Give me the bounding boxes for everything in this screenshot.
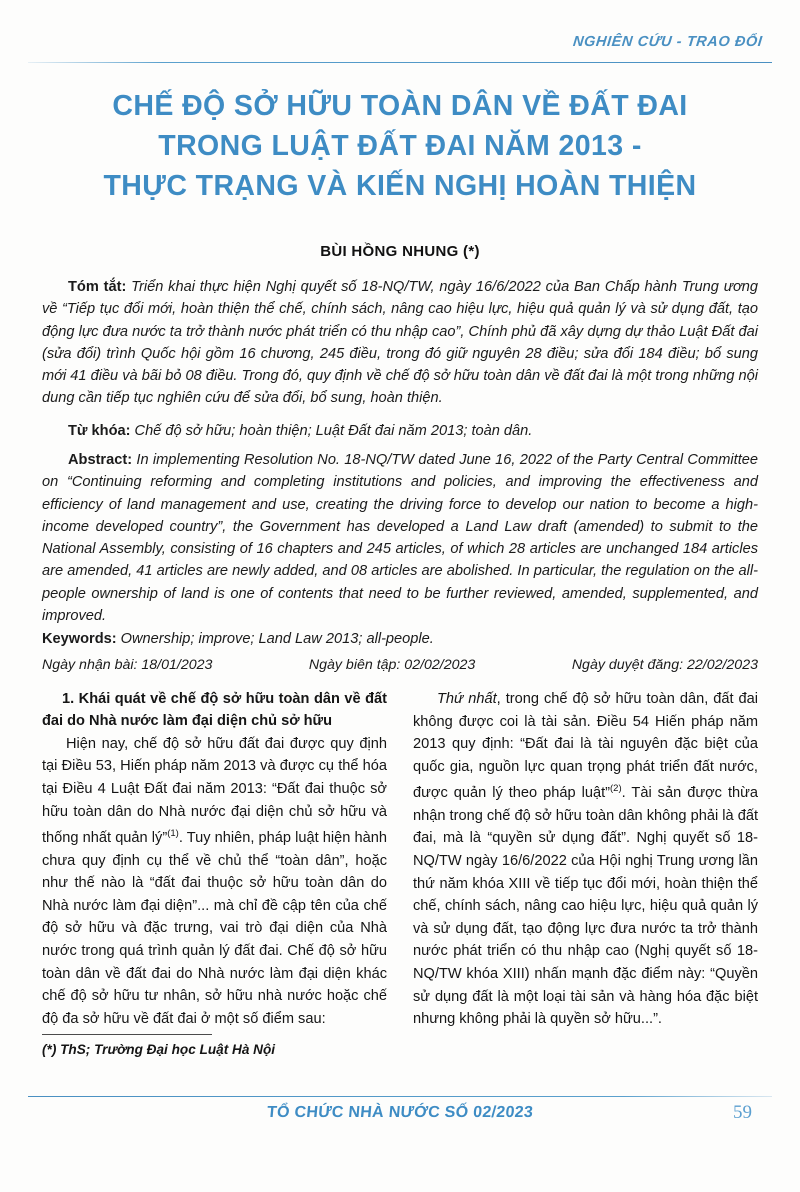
body-columns: [42, 688, 758, 1060]
section-heading-1: 1. Khái quát về chế độ sở hữu toàn dân về đất đai do Nhà nước làm đại diện chủ sở hữu: [42, 691, 387, 730]
keywords-english-text: Ownership; improve; Land Law 2013; all-people.: [116, 631, 434, 647]
title-line-3: THỰC TRẠNG VÀ KIẾN NGHỊ HOÀN THIỆN: [103, 170, 697, 202]
abstract-english-label: Abstract:: [68, 452, 133, 468]
page-title: [40, 86, 760, 206]
footer-rule: [28, 1096, 772, 1097]
right-paragraph-1-part-b: . Tài sản được thừa nhận trong chế độ sở hữu toàn dân không phải là đất đai, mà là “quyền sử dụng đất”. Nghị quyết số 18-NQ/TW ngày 16/6/2022 của Hội nghị Trung ương lần thứ năm khóa XIII về tiếp tục đổi mới, hoàn thiện thể chế, chính sách, nâng cao hiệu lực, hiệu quả quản lý và sử dụng đất, tạo động lực đưa nước ta trở thành nước phát triển có thu nhập cao (Nghị quyết số 18-NQ/TW khóa XIII) nhấn mạnh đặc điểm này: “Quyền sử dụng đất là một loại tài sản và hàng hóa đặc biệt nhưng không phải là quyền sở hữu...”.: [413, 785, 759, 1028]
keywords-vietnamese-text: Chế độ sở hữu; hoàn thiện; Luật Đất đai năm 2013; toàn dân.: [130, 423, 533, 439]
left-paragraph-1-part-a: Hiện nay, chế độ sở hữu đất đai được quy định tại Điều 53, Hiến pháp năm 2013 và được cụ thể hóa tại Điều 4 Luật Đất đai năm 2013: “Đất đai thuộc sở hữu toàn dân do Nhà nước đại diện chủ sở hữu và thống nhất quản lý”: [42, 735, 387, 847]
abstract-english-text: In implementing Resolution No. 18-NQ/TW dated June 16, 2022 of the Party Central Committee on “Continuing reforming and completing institutions and policies, and improving the effectiveness and efficiency of land management and use, creating the driving force to develop our nation to become a high-income developed country”, the Government has developed a Land Law draft (amended) to submit to the National Assembly, consisting of 16 chapters and 245 articles, of which 28 articles are unchanged 184 articles are amended, 41 articles are newly added, and 08 articles are abolished. In particular, the regulation on the all-people ownership of land is one of contents that need to be further reviewed, amended, supplemented, and improved.: [42, 452, 758, 625]
right-paragraph-1-part-a: , trong chế độ sở hữu toàn dân, đất đai không được coi là tài sản. Điều 54 Hiến pháp năm 2013 quy định: “Đất đai là tài nguyên đặc biệt của quốc gia, nguồn lực quan trọng phát triển đất nước, được quản lý theo pháp luật”: [413, 691, 758, 802]
left-paragraph-1-part-b: . Tuy nhiên, pháp luật hiện hành chưa quy định cụ thể về chủ thể “toàn dân”, hoặc như thế nào là “đất đai thuộc sở hữu toàn dân do Nhà nước làm đại diện”... mà chỉ đề cập tên của chế độ sở hữu và đặc trưng, vai trò đại diện của Nhà nước trong quá trình quản lý đất đai. Chế độ sở hữu toàn dân về đất đai do Nhà nước làm đại diện khác chế độ sở hữu tư nhân, sở hữu nhà nước hoặc chế độ đa sở hữu về đất đai ở một số điểm sau:: [42, 830, 387, 1027]
body-column-right: [413, 688, 758, 1060]
keywords-vietnamese: [42, 420, 758, 442]
author-name: BÙI HỒNG NHUNG (*): [320, 243, 480, 260]
left-paragraph-1: [42, 733, 387, 1031]
publication-dates: [42, 657, 758, 673]
footnote-ref-1: (1): [167, 828, 179, 840]
keywords-english: [42, 628, 758, 650]
keywords-english-label: Keywords:: [42, 631, 117, 647]
right-paragraph-1-lead: Thứ nhất: [437, 691, 497, 707]
footer-page-number: 59: [733, 1102, 752, 1123]
footnote-rule: [42, 1034, 212, 1035]
right-paragraph-1: [413, 688, 758, 1031]
footer-journal-title: TỔ CHỨC NHÀ NƯỚC SỐ 02/2023: [266, 1104, 534, 1121]
date-edited: Ngày biên tập: 02/02/2023: [308, 657, 476, 673]
body-column-left: [42, 688, 387, 1060]
abstract-english: [42, 449, 758, 627]
abstract-vietnamese-label: Tóm tắt:: [68, 279, 127, 295]
title-line-1: CHẾ ĐỘ SỞ HỮU TOÀN DÂN VỀ ĐẤT ĐAI: [112, 90, 688, 122]
footnote-ref-2: (2): [610, 783, 622, 795]
title-line-2: TRONG LUẬT ĐẤT ĐAI NĂM 2013 -: [158, 130, 642, 162]
running-head: NGHIÊN CỨU - TRAO ĐỔI: [571, 34, 763, 50]
date-approved: Ngày duyệt đăng: 22/02/2023: [571, 657, 758, 673]
keywords-vietnamese-label: Từ khóa:: [68, 423, 131, 439]
footnote-affiliation: (*) ThS; Trường Đại học Luật Hà Nội: [42, 1042, 276, 1057]
abstract-vietnamese-text: Triển khai thực hiện Nghị quyết số 18-NQ/TW, ngày 16/6/2022 của Ban Chấp hành Trung ương về “Tiếp tục đổi mới, hoàn thiện thể chế, chính sách, nâng cao hiệu lực, hiệu quả quản lý và sử dụng đất, tạo động lực đưa nước ta trở thành nước phát triển có thu nhập cao”, Chính phủ đã xây dựng dự thảo Luật Đất đai (sửa đổi) trình Quốc hội gồm 16 chương, 245 điều, trong đó giữ nguyên 28 điều; sửa đổi 184 điều; bổ sung mới 41 điều và bãi bỏ 08 điều. Trong đó, quy định về chế độ sở hữu toàn dân về đất đai là một trong những nội dung cần tiếp tục nghiên cứu để sửa đổi, bổ sung, hoàn thiện.: [42, 279, 759, 407]
abstract-vietnamese: [42, 276, 758, 410]
header-rule: [28, 62, 772, 63]
date-received: Ngày nhận bài: 18/01/2023: [42, 657, 213, 673]
